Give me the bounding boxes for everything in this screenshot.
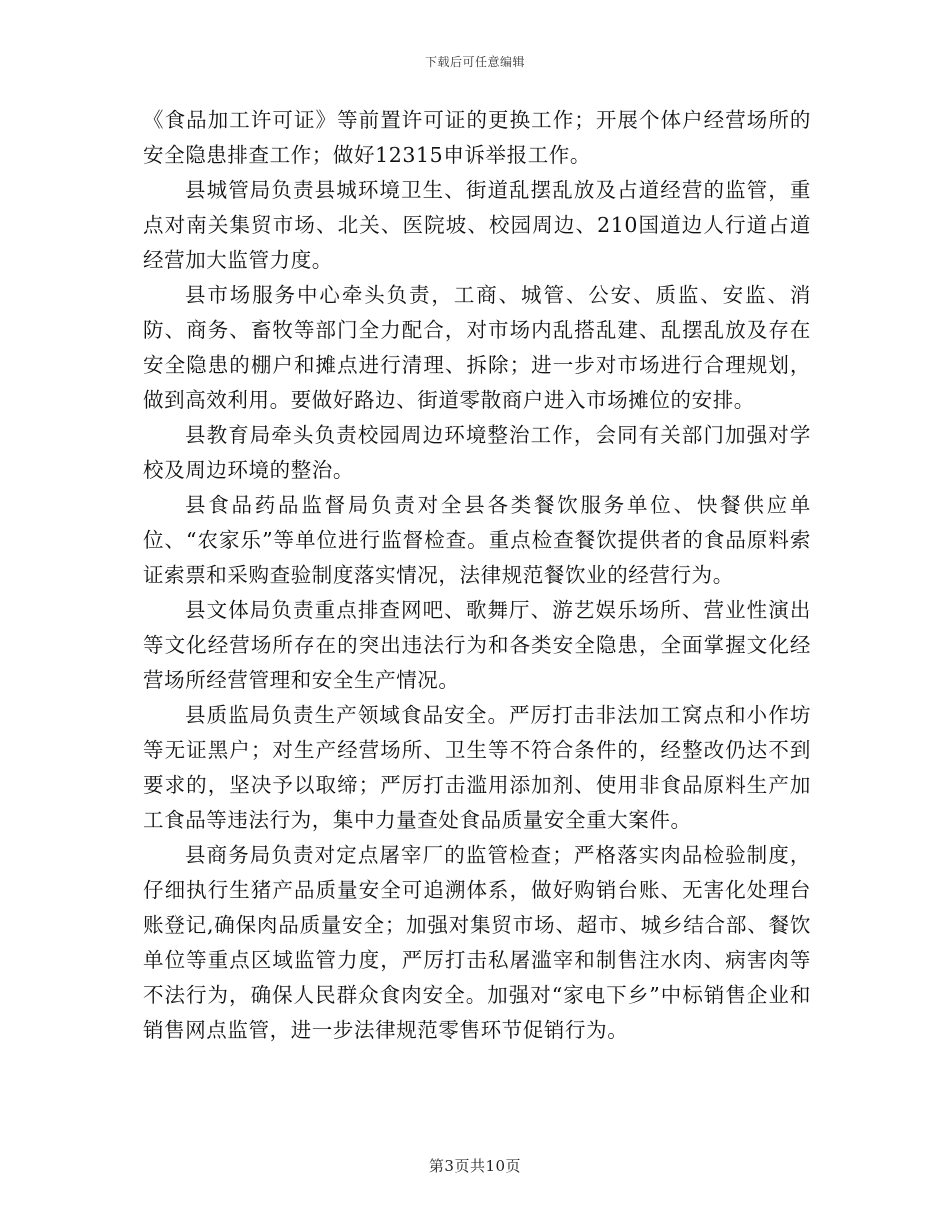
page-header: 下载后可任意编辑 [424,55,525,69]
page-footer: 第3页共10页 [428,1157,522,1175]
paragraph-market-center: 县市场服务中心牵头负责，工商、城管、公安、质监、安监、消防、商务、畜牧等部门全力配合，对市场内乱搭乱建、乱摆乱放及存在安全隐患的棚户和摊点进行清理、拆除；进一步对市场进行合理规划，做到高效利用。要做好路边、街道零散商户进入市场摊位的安排。 [143,283,811,412]
document-body [143,103,811,1048]
paragraph-continuation: 《食品加工许可证》等前置许可证的更换工作；开展个体户经营场所的安全隐患排查工作；做好12315申诉举报工作。 [143,108,811,167]
paragraph-culture-sports: 县文体局负责重点排查网吧、歌舞厅、游艺娱乐场所、营业性演出等文化经营场所存在的突出违法行为和各类安全隐患，全面掌握文化经营场所经营管理和安全生产情况。 [143,598,811,692]
paragraph-education: 县教育局牵头负责校园周边环境整治工作，会同有关部门加强对学校及周边环境的整治。 [143,423,811,482]
paragraph-commerce: 县商务局负责对定点屠宰厂的监管检查；严格落实肉品检验制度，仔细执行生猪产品质量安全可追溯体系，做好购销台账、无害化处理台账登记,确保肉品质量安全；加强对集贸市场、超市、城乡结合部、餐饮单位等重点区域监管力度，严厉打击私屠滥宰和制售注水肉、病害肉等不法行为，确保人民群众食肉安全。加强对“家电下乡”中标销售企业和销售网点监管，进一步法律规范零售环节促销行为。 [143,843,811,1042]
paragraph-food-drug: 县食品药品监督局负责对全县各类餐饮服务单位、快餐供应单位、“农家乐”等单位进行监督检查。重点检查餐饮提供者的食品原料索证索票和采购查验制度落实情况，法律规范餐饮业的经营行为。 [143,493,811,587]
paragraph-chengguan: 县城管局负责县城环境卫生、街道乱摆乱放及占道经营的监管，重点对南关集贸市场、北关、医院坡、校园周边、210国道边人行道占道经营加大监管力度。 [143,178,811,272]
paragraph-quality-supervision: 县质监局负责生产领域食品安全。严厉打击非法加工窝点和小作坊等无证黑户；对生产经营场所、卫生等不符合条件的，经整改仍达不到要求的，坚决予以取缔；严厉打击滥用添加剂、使用非食品原料生产加工食品等违法行为，集中力量查处食品质量安全重大案件。 [143,703,811,832]
